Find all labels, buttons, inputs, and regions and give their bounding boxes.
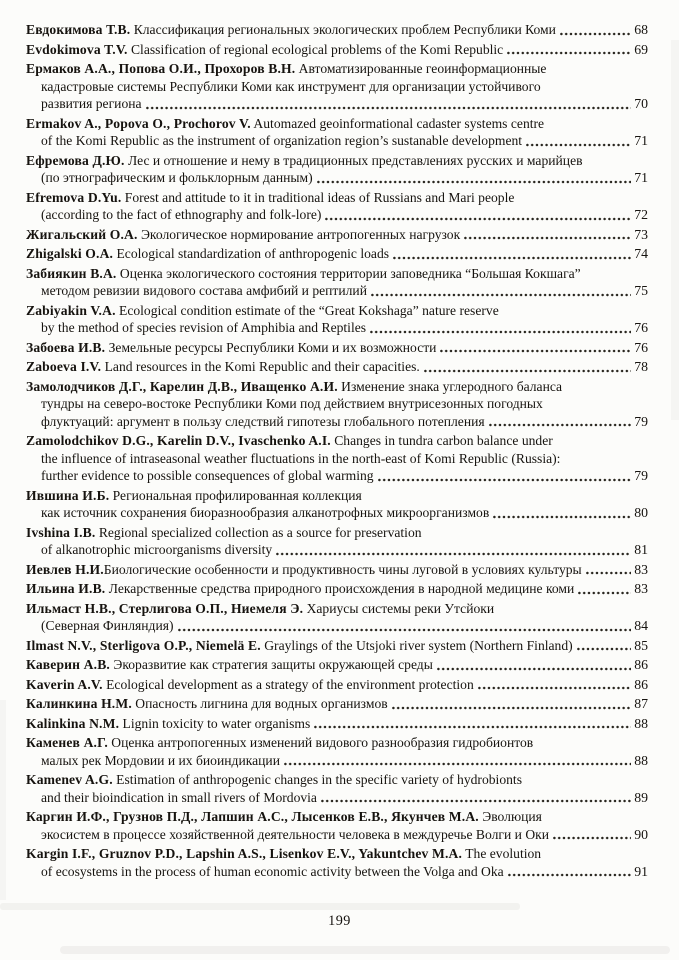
entry-title: Classification of regional ecological problems of the Komi Republic [127, 41, 504, 57]
toc-entry [26, 637, 648, 655]
entry-authors: Забиякин В.А. [26, 265, 117, 281]
scan-artifact [60, 946, 670, 954]
toc-entry [26, 715, 648, 733]
scan-artifact [0, 903, 520, 910]
toc-entry [26, 115, 648, 150]
toc-line [26, 432, 648, 450]
scan-artifact [671, 40, 679, 420]
entry-authors: Kaverin A.V. [26, 676, 103, 692]
toc-entry [26, 378, 648, 431]
dot-leader [508, 873, 632, 877]
entry-page-number: 83 [634, 581, 648, 596]
toc-entry [26, 656, 648, 674]
dot-leader [284, 762, 631, 766]
entry-title: Классификация региональных экологических проблем Республики Коми [130, 22, 556, 37]
entry-page-number: 86 [634, 676, 648, 692]
entry-authors: Evdokimova T.V. [26, 41, 128, 57]
dot-leader [577, 647, 632, 651]
toc-line [26, 487, 648, 505]
dot-leader [371, 293, 631, 297]
entry-page-number: 85 [634, 637, 648, 653]
toc-entry [26, 302, 648, 337]
entry-title: Lignin toxicity to water organisms [119, 715, 311, 731]
entry-title: further evidence to possible consequences of global warming [41, 468, 374, 483]
entry-title: Оценка экологического состояния территории заповедника “Большая Кокшага” [116, 265, 581, 281]
toc-entry [26, 358, 648, 376]
toc-entry [26, 771, 648, 806]
toc-entry [26, 845, 648, 880]
entry-authors: Ильина И.В. [26, 581, 106, 596]
entry-page-number: 79 [634, 413, 648, 429]
entry-page-number: 70 [634, 96, 648, 111]
toc-line [26, 132, 648, 150]
entry-title: Estimation of anthropogenic changes in the specific variety of hydrobionts [112, 772, 522, 787]
toc-line [26, 808, 648, 826]
entry-authors: Zabiyakin V.A. [26, 302, 116, 318]
toc-line [26, 845, 648, 863]
entry-title: Биологические особенности и продуктивность чины луговой в условиях культуры [103, 561, 582, 577]
entry-title: Земельные ресурсы Республики Коми и их возможности [105, 339, 437, 355]
dot-leader [317, 180, 632, 184]
dot-leader [276, 552, 631, 556]
entry-authors: Efremova D.Yu. [26, 189, 122, 205]
entry-title: Ecological development as a strategy of the environment protection [102, 676, 474, 692]
entry-title: как источник сохранения биоразнообразия алканотрофных микроорганизмов [41, 505, 490, 520]
entry-authors: Ilmast N.V., Sterligova O.P., Niemelä E. [26, 637, 261, 653]
toc-line [26, 450, 648, 468]
entry-title: Automazed geoinformational cadaster systems centre [250, 115, 545, 131]
dot-leader [560, 32, 631, 36]
dot-leader [526, 143, 631, 147]
entry-title: (according to the fact of ethnography and folk-lore) [41, 207, 322, 222]
entry-title: Региональная профилированная коллекция [109, 487, 362, 503]
entry-title: Оценка антропогенных изменений видового разнообразия гидробионтов [107, 735, 534, 750]
dot-leader [437, 667, 631, 671]
dot-leader [440, 349, 631, 353]
entry-page-number: 90 [634, 826, 648, 842]
toc-line [26, 189, 648, 207]
toc-line [26, 95, 648, 113]
entry-title: Land resources in the Komi Republic and their capacities. [101, 359, 420, 374]
entry-title: (Северная Финляндия) [41, 618, 174, 633]
dot-leader [378, 478, 632, 482]
toc-line [26, 580, 648, 598]
toc-line [26, 826, 648, 844]
toc-entry [26, 265, 648, 300]
toc-line [26, 60, 648, 78]
toc-entry [26, 580, 648, 598]
entry-authors: Zaboeva I.V. [26, 359, 102, 374]
entry-title: Лес и отношение и нему в традиционных представлениях русских и марийцев [124, 152, 583, 168]
entry-page-number: 79 [634, 468, 648, 483]
entry-authors: Kamenev A.G. [26, 772, 113, 787]
entry-title: Changes in tundra carbon balance under [330, 433, 553, 448]
entry-title: of the Komi Republic as the instrument of organization region’s sustanable development [41, 133, 523, 148]
toc-line [26, 319, 648, 337]
dot-leader [493, 515, 631, 519]
toc-entry [26, 561, 648, 579]
entry-authors: Иевлев Н.И. [26, 561, 104, 577]
toc-line [26, 378, 648, 396]
entry-authors: Ильмаст Н.В., Стерлигова О.П., Ниемеля Э. [26, 600, 304, 616]
dot-leader [553, 836, 631, 840]
entry-title: the influence of intraseasonal weather fluctuations in the north-east of Komi Republic (Russia): [41, 450, 561, 466]
entry-title: Regional specialized collection as a source for preservation [95, 524, 422, 540]
toc-entry [26, 487, 648, 522]
entry-page-number: 71 [634, 170, 648, 185]
entry-title: флуктуаций: аргумент в пользу следствий гипотезы глобального потепления [41, 413, 485, 429]
toc-line [26, 339, 648, 357]
entry-page-number: 80 [634, 505, 648, 520]
entry-page-number: 84 [634, 618, 648, 633]
entry-page-number: 71 [634, 133, 648, 148]
entry-page-number: 91 [634, 863, 648, 879]
toc-line [26, 245, 648, 263]
entry-title: тундры на северо-востоке Республики Коми под действием внутрисезонных погодных [41, 396, 543, 411]
toc-list [26, 21, 648, 882]
toc-line [26, 413, 648, 431]
toc-line [26, 467, 648, 485]
entry-title: экосистем в процессе хозяйственной деятельности человека в междуречье Волги и Оки [41, 826, 550, 842]
dot-leader [464, 236, 631, 240]
entry-page-number: 81 [634, 542, 648, 557]
entry-title: развития региона [41, 96, 142, 111]
dot-leader [507, 51, 631, 55]
dot-leader [325, 217, 631, 221]
entry-title: Экологическое нормирование антропогенных нагрузок [137, 226, 461, 242]
toc-line [26, 152, 648, 170]
toc-line [26, 169, 648, 187]
entry-authors: Kargin I.F., Gruznov P.D., Lapshin A.S., Lisenkov E.V., Yakuntchev M.A. [26, 846, 463, 861]
toc-line [26, 358, 648, 376]
entry-title: малых рек Мордовии и их биоиндикации [41, 752, 280, 768]
entry-title: методом ревизии видового состава амфибий и рептилий [41, 283, 367, 298]
entry-title: Изменение знака углеродного баланса [337, 378, 563, 394]
entry-authors: Ivshina I.B. [26, 524, 96, 540]
entry-title: кадастровые системы Республики Коми как инструмент для организации устойчивого [41, 78, 541, 94]
toc-line [26, 265, 648, 283]
entry-page-number: 69 [634, 41, 648, 57]
entry-page-number: 73 [634, 226, 648, 242]
toc-line [26, 600, 648, 618]
entry-authors: Ermakov A., Popova O., Prochorov V. [26, 115, 251, 131]
entry-authors: Евдокимова Т.В. [26, 22, 131, 37]
toc-entry [26, 676, 648, 694]
toc-line [26, 226, 648, 244]
entry-authors: Каверин А.В. [26, 657, 110, 672]
toc-line [26, 734, 648, 752]
entry-title: Опасность лигнина для водных организмов [131, 696, 388, 711]
entry-title: Экоразвитие как стратегия защиты окружающей среды [109, 657, 433, 672]
toc-line [26, 617, 648, 635]
entry-page-number: 88 [634, 715, 648, 731]
page-number: 199 [328, 913, 351, 929]
entry-page-number: 78 [634, 359, 648, 374]
entry-page-number: 68 [634, 22, 648, 37]
toc-line [26, 561, 648, 579]
toc-line [26, 78, 648, 96]
toc-line [26, 656, 648, 674]
toc-entry [26, 21, 648, 39]
dot-leader [578, 591, 631, 595]
entry-page-number: 75 [634, 283, 648, 298]
entry-authors: Жигальский О.А. [26, 226, 138, 242]
toc-entry [26, 695, 648, 713]
toc-line [26, 789, 648, 807]
toc-entry [26, 432, 648, 485]
toc-line [26, 395, 648, 413]
toc-line [26, 752, 648, 770]
dot-leader [321, 799, 631, 803]
entry-title: and their bioindication in small rivers of Mordovia [41, 789, 317, 805]
entry-page-number: 88 [634, 752, 648, 768]
entry-title: of alkanotrophic microorganisms diversity [41, 542, 273, 557]
entry-authors: Ефремова Д.Ю. [26, 152, 125, 168]
dot-leader [393, 256, 631, 260]
toc-line [26, 206, 648, 224]
entry-title: Эволюция [478, 809, 542, 824]
entry-title: (по этнографическим и фольклорным данным) [41, 170, 313, 185]
entry-page-number: 76 [634, 339, 648, 355]
dot-leader [478, 686, 631, 690]
entry-title: Ecological condition estimate of the “Great Kokshaga” nature reserve [115, 302, 499, 318]
toc-line [26, 771, 648, 789]
toc-line [26, 541, 648, 559]
entry-authors: Ившина И.Б. [26, 487, 110, 503]
entry-title: Лекарственные средства природного происхождения в народной медицине коми [105, 581, 575, 596]
entry-authors: Каменев А.Г. [26, 735, 108, 750]
toc-line [26, 863, 648, 881]
toc-entry [26, 245, 648, 263]
toc-line [26, 695, 648, 713]
toc-line [26, 302, 648, 320]
entry-title: Graylings of the Utsjoki river system (Northern Finland) [260, 637, 573, 653]
toc-entry [26, 226, 648, 244]
entry-page-number: 76 [634, 320, 648, 335]
dot-leader [489, 423, 632, 427]
entry-title: Ecological standardization of anthropogenic loads [113, 246, 390, 261]
dot-leader [146, 106, 632, 110]
entry-title: The evolution [462, 846, 542, 861]
dot-leader [392, 706, 632, 710]
toc-entry [26, 808, 648, 843]
entry-authors: Kalinkina N.M. [26, 715, 120, 731]
toc-entry [26, 524, 648, 559]
toc-line [26, 21, 648, 39]
entry-authors: Ермаков А.А., Попова О.И., Прохоров В.Н. [26, 61, 296, 76]
entry-authors: Замолодчиков Д.Г., Карелин Д.В., Иващенко А.И. [26, 378, 338, 394]
entry-authors: Забоева И.В. [26, 339, 106, 355]
toc-line [26, 282, 648, 300]
toc-entry [26, 60, 648, 113]
toc-line [26, 504, 648, 522]
entry-title: by the method of species revision of Amphibia and Reptiles [41, 320, 367, 335]
toc-entry [26, 339, 648, 357]
dot-leader [314, 725, 631, 729]
scan-artifact [0, 700, 6, 900]
toc-line [26, 115, 648, 133]
toc-line [26, 41, 648, 59]
toc-line [26, 524, 648, 542]
dot-leader [370, 330, 631, 334]
entry-authors: Zhigalski O.A. [26, 246, 114, 261]
toc-line [26, 637, 648, 655]
entry-authors: Zamolodchikov D.G., Karelin D.V., Ivaschenko A.I. [26, 433, 331, 448]
entry-page-number: 87 [634, 696, 648, 711]
toc-entry [26, 41, 648, 59]
entry-page-number: 72 [634, 207, 648, 222]
toc-entry [26, 600, 648, 635]
entry-page-number: 83 [634, 561, 648, 577]
entry-title: Хариусы системы реки Утсйоки [303, 600, 495, 616]
entry-title: Forest and attitude to it in traditional ideas of Russians and Mari people [121, 189, 515, 205]
dot-leader [424, 369, 631, 373]
toc-line [26, 715, 648, 733]
dot-leader [586, 571, 632, 575]
toc-entry [26, 152, 648, 187]
entry-page-number: 74 [634, 246, 648, 261]
toc-entry [26, 734, 648, 769]
entry-authors: Каргин И.Ф., Грузнов П.Д., Лапшин А.С., Лысенков Е.В., Якунчев М.А. [26, 809, 479, 824]
toc-entry [26, 189, 648, 224]
entry-title: Автоматизированные геоинформационные [295, 61, 547, 76]
entry-title: of ecosystems in the process of human economic activity between the Volga and Oka [41, 863, 504, 879]
entry-page-number: 89 [634, 789, 648, 805]
toc-line [26, 676, 648, 694]
dot-leader [178, 628, 632, 632]
entry-authors: Калинкина Н.М. [26, 696, 132, 711]
entry-page-number: 86 [634, 657, 648, 672]
